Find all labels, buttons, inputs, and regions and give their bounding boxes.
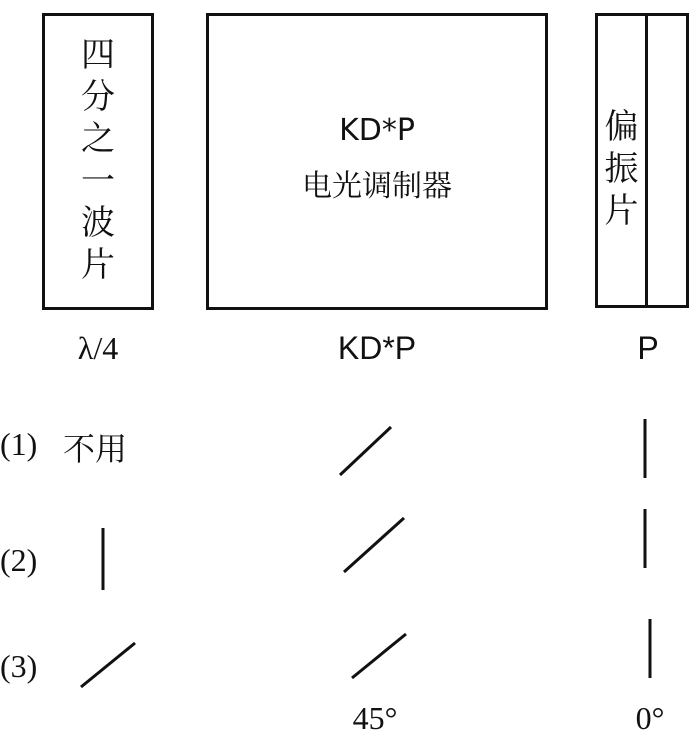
modulator-angle-label: 45° [352, 700, 398, 736]
modulator-name-line1: KD*P [339, 113, 415, 148]
row-3-label: (3) [0, 648, 38, 684]
polarizer-angle-label: 0° [635, 700, 665, 736]
qw-char-2: 分 [81, 77, 115, 117]
polarizer-label: P [637, 330, 659, 366]
qw-char-3: 之 [81, 119, 115, 159]
quarter-wave-label: λ/4 [77, 330, 119, 366]
pol-char-3: 片 [604, 191, 639, 231]
qw-char-4: 一 [81, 161, 115, 201]
row-3-modulator-axis-mark [352, 634, 406, 678]
row-2-modulator-axis-mark [344, 518, 404, 572]
row-1-modulator-axis-mark [340, 427, 391, 475]
row-1-label: (1) [0, 426, 38, 462]
qw-char-1: 四 [81, 35, 115, 75]
modulator-name-line2: 电光调制器 [302, 169, 452, 204]
pol-char-1: 偏 [604, 107, 639, 147]
modulator-label: KD*P [337, 330, 417, 366]
row-1-quarter-wave-note: 不用 [63, 430, 128, 468]
qw-char-5: 波 [81, 203, 115, 243]
qw-char-6: 片 [81, 245, 115, 285]
pol-char-2: 振 [604, 149, 639, 189]
row-2-label: (2) [0, 542, 38, 578]
row-3-quarter-wave-axis-mark [81, 643, 135, 687]
